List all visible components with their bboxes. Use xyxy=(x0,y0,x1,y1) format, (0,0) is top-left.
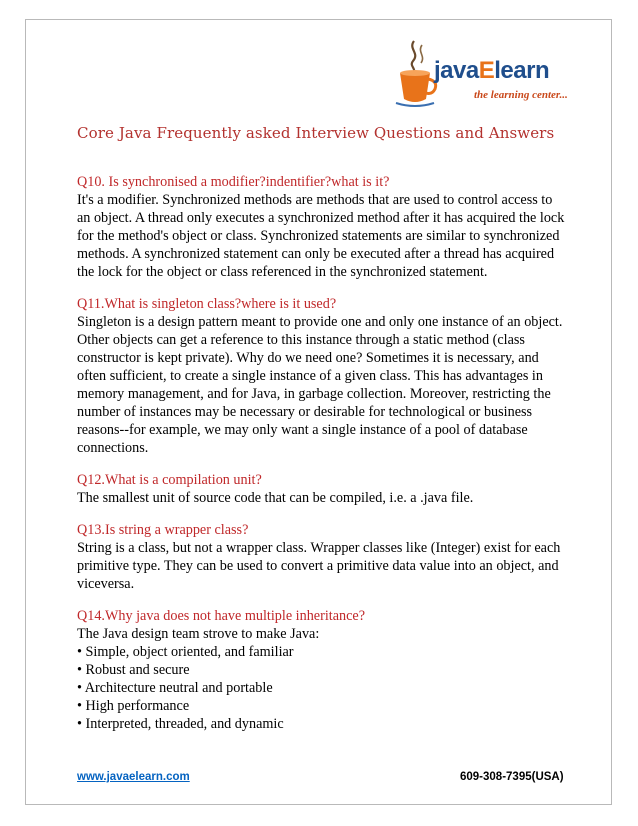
question: Q14.Why java does not have multiple inheritance? xyxy=(77,608,365,624)
list-item: • Robust and secure xyxy=(77,662,190,678)
list-item: • Interpreted, threaded, and dynamic xyxy=(77,716,284,732)
brand-name: javaElearn xyxy=(434,57,550,84)
list-item: • Architecture neutral and portable xyxy=(77,680,273,696)
qa-item-q12 xyxy=(77,471,567,507)
answer: Singleton is a design pattern meant to provide one and only one instance of an object. Other objects can get a reference to this instance through a static method (class constructor is kept private). Why do we need one? Sometimes it is necessary, and often sufficient, to create a single instance of a given class. This has advantages in memory management, and for Java, in garbage collection. Moreover, restricting the number of instances may be necessary or desirable for technological or business reasons--for example, we may only want a single instance of a pool of database connections. xyxy=(77,314,563,456)
question: Q12.What is a compilation unit? xyxy=(77,472,262,488)
question: Q11.What is singleton class?where is it used? xyxy=(77,296,337,312)
footer-website-link[interactable]: www.javaelearn.com xyxy=(77,771,190,783)
brand-logo xyxy=(394,37,574,109)
qa-item-q11 xyxy=(77,295,567,457)
page-title: Core Java Frequently asked Interview Questions and Answers xyxy=(77,124,555,142)
footer-phone: 609-308-7395(USA) xyxy=(460,771,564,783)
qa-item-q14 xyxy=(77,607,567,733)
answer: String is a class, but not a wrapper class. Wrapper classes like (Integer) exist for each primitive type. They can be used to convert a primitive data value into an object, and viceversa. xyxy=(77,540,561,592)
qa-item-q10 xyxy=(77,173,567,281)
answer: The smallest unit of source code that can be compiled, i.e. a .java file. xyxy=(77,490,474,506)
list-item: • Simple, object oriented, and familiar xyxy=(77,644,294,660)
brand-tagline: the learning center... xyxy=(474,89,568,101)
bullet-list xyxy=(77,643,567,733)
qa-list xyxy=(77,173,567,747)
qa-item-q13 xyxy=(77,521,567,593)
answer: The Java design team strove to make Java: xyxy=(77,626,320,642)
list-item: • High performance xyxy=(77,698,190,714)
question: Q10. Is synchronised a modifier?indentifier?what is it? xyxy=(77,174,390,190)
answer: It's a modifier. Synchronized methods are methods that are used to control access to an object. A thread only executes a synchronized method after it has acquired the lock for the method's object or class. Synchronized statements are similar to synchronized methods. A synchronized statement can only be executed after a thread has acquired the lock for the object or class referenced in the synchronized statement. xyxy=(77,192,565,280)
question: Q13.Is string a wrapper class? xyxy=(77,522,249,538)
